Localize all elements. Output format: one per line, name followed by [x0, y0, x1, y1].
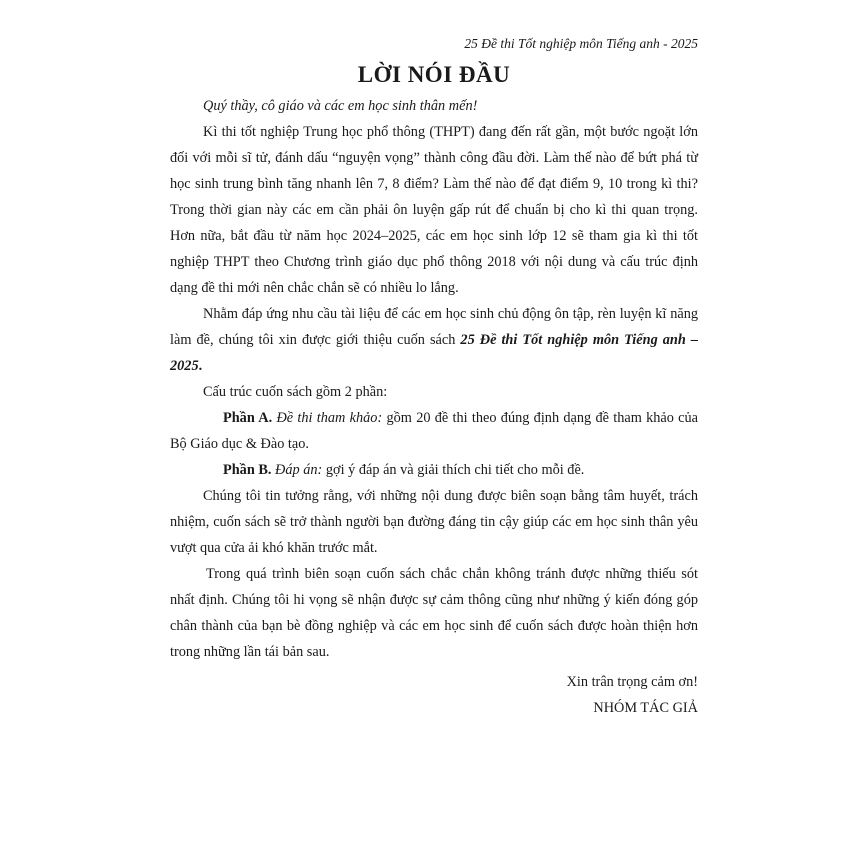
paragraph-apology: Trong quá trình biên soạn cuốn sách chắc chắn không tránh được những thiếu sót nhất định. Chúng tôi hi vọng sẽ nhận được sự cảm thông cũng như những ý kiến đóng góp chân thành của bạn bè đồng nghiệp và các em học sinh để cuốn sách được hoàn thiện hơn trong những lần tái bản sau. [170, 566, 698, 660]
part-b-text: gợi ý đáp án và giải thích chi tiết cho mỗi đề. [322, 462, 585, 478]
part-a-text: gồm 20 đề thi theo đúng định dạng đề tham khảo của Bộ Giáo dục & Đào tạo. [170, 410, 698, 452]
part-b-label: Phần B. [223, 462, 272, 478]
part-a-label: Phần A. [223, 410, 273, 426]
paragraph-intro: Kì thi tốt nghiệp Trung học phổ thông (THPT) đang đến rất gần, một bước ngoặt lớn đối với mỗi sĩ tử, đánh dấu “nguyện vọng” thành công đầu đời. Làm thế nào để bứt phá từ học sinh trung bình tăng nhanh lên 7, 8 điểm? Làm thế nào để đạt điểm 9, 10 trong kì thi? Trong thời gian này các em cần phải ôn luyện gấp rút để chuẩn bị cho kì thi quan trọng. Hơn nữa, bắt đầu từ năm học 2024–2025, các em học sinh lớp 12 sẽ tham gia kì thi tốt nghiệp THPT theo Chương trình giáo dục phổ thông 2018 với nội dung và cấu trúc định dạng đề thi mới nên chắc chắn sẽ có nhiều lo lắng. [170, 124, 698, 296]
part-b [170, 457, 698, 483]
closing-thanks: Xin trân trọng cảm ơn! [566, 674, 698, 690]
paragraph-purpose-end: . [198, 358, 203, 374]
paragraph-belief: Chúng tôi tin tưởng rằng, với những nội dung được biên soạn bằng tâm huyết, trách nhiệm, cuốn sách sẽ trở thành người bạn đường đáng tin cậy giúp các em học sinh thân yêu vượt qua cửa ải khó khăn trước mắt. [170, 488, 698, 556]
page-title: LỜI NÓI ĐẦU [357, 62, 511, 87]
paragraph-structure: Cấu trúc cuốn sách gồm 2 phần: [203, 384, 388, 400]
running-header: 25 Đề thi Tốt nghiệp môn Tiếng anh - 2025 [464, 36, 698, 51]
paragraph-purpose-text: Nhằm đáp ứng nhu cầu tài liệu để các em học sinh chủ động ôn tập, rèn luyện kĩ năng làm đề, chúng tôi xin được giới thiệu cuốn sách [170, 306, 698, 348]
author-signature: NHÓM TÁC GIẢ [593, 700, 698, 716]
part-a-title: Đề thi tham khảo: [276, 410, 383, 426]
book-title: 25 Đề thi Tốt nghiệp môn Tiếng anh – 2025 [170, 332, 698, 374]
document-page [170, 34, 698, 721]
paragraph-purpose [170, 301, 698, 379]
part-b-title: Đáp án: [275, 462, 323, 478]
part-a [170, 405, 698, 457]
greeting: Quý thầy, cô giáo và các em học sinh thân mến! [203, 98, 478, 114]
